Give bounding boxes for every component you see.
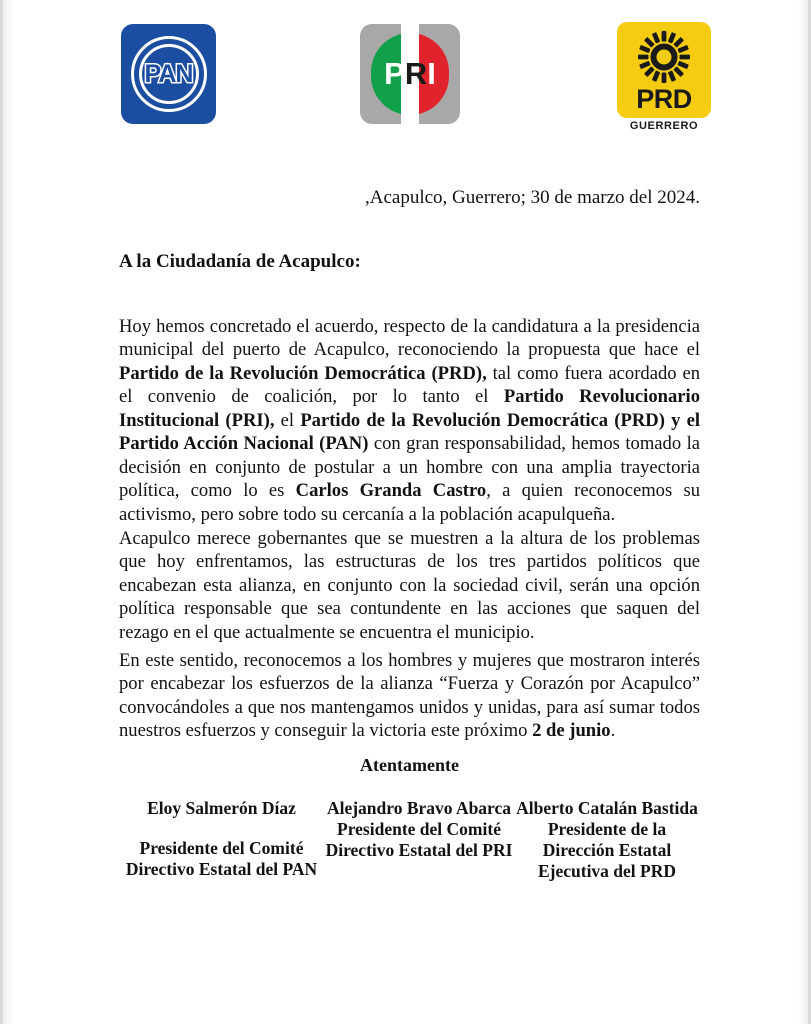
pri-party-logo-icon	[360, 24, 460, 124]
signature-name: Alejandro Bravo Abarca	[326, 798, 512, 818]
p3-seg-2: .	[610, 720, 616, 742]
paragraph-3	[119, 649, 700, 743]
pri-logo-text	[360, 56, 460, 91]
signature-role: Presidente del Comité Directivo Estatal del PAN	[125, 838, 318, 879]
signature-role: Presidente de la Dirección Estatal Ejecutiva del PRD	[537, 819, 677, 881]
p1-bold-prd: Partido de la Revolución Democrática (PRD),	[119, 362, 487, 384]
logo-prd	[611, 22, 717, 132]
p3-seg-1: En este sentido, reconocemos a los hombres y mujeres que mostraron interés por encabezar los esfuerzos de la alianza “Fuerza y Corazón por Acapulco” convocándoles a que nos mantengamos unidos y unidas, para así sumar todos nuestros esfuerzos y conseguir la victoria este próximo	[119, 649, 700, 742]
pan-logo-text: PAN	[144, 60, 193, 88]
p1-seg-5: , a quien reconocemos su activismo, pero sobre todo su cercanía a la población acapulqueña.	[119, 480, 700, 525]
signature-prd	[514, 798, 700, 882]
paragraph-1	[119, 315, 700, 527]
p1-bold-pri: Partido Revolucionario Institucional (PRI),	[119, 386, 700, 431]
signature-name: Alberto Catalán Bastida	[516, 798, 698, 818]
p1-seg-4: con gran responsabilidad, hemos tomado la decisión en conjunto de postular a un hombre con una amplia trayectoria política, como lo es	[119, 433, 700, 502]
logo-pan	[116, 22, 221, 124]
p1-seg-1: Hoy hemos concretado el acuerdo, respecto de la candidatura a la presidencia municipal del puerto de Acapulco, reconociendo la propuesta que hace el	[119, 315, 700, 361]
salutation: A la Ciudadanía de Acapulco:	[119, 251, 361, 272]
p1-bold-prd-pan: Partido de la Revolución Democrática (PRD) y el Partido Acción Nacional (PAN)	[119, 409, 700, 455]
date-line: ,Acapulco, Guerrero; 30 de marzo del 2024.	[364, 187, 700, 208]
sun-icon	[638, 31, 690, 83]
p1-bold-candidate: Carlos Granda Castro	[295, 480, 487, 502]
party-logos-header	[3, 22, 811, 137]
signature-block	[119, 798, 700, 882]
prd-party-logo-icon	[617, 22, 711, 118]
signature-pri	[324, 798, 514, 861]
prd-logo-caption: GUERRERO	[629, 120, 699, 132]
pri-letter-p: P	[384, 56, 405, 91]
prd-logo-text: PRD	[636, 84, 692, 114]
signature-role: Presidente del Comité Directivo Estatal del PRI	[325, 819, 513, 860]
signature-pan	[119, 798, 324, 880]
pri-letter-r: R	[404, 56, 428, 91]
p1-seg-3: el	[274, 409, 301, 431]
logo-pri	[355, 22, 465, 124]
paragraph-2: Acapulco merece gobernantes que se muestren a la altura de los problemas que hoy enfrentamos, las estructuras de los tres partidos políticos que encabezan esta alianza, en conjunto con la sociedad civil, serán una opción política responsable que sea contundente en las acciones que saquen del rezago en el que actualmente se encuentra el municipio.	[119, 527, 700, 643]
p1-seg-2: tal como fuera acordado en el convenio de coalición, por lo tanto el	[119, 362, 701, 408]
signature-name: Eloy Salmerón Díaz	[147, 798, 296, 818]
pri-letter-i: I	[427, 56, 436, 91]
p3-bold-date: 2 de junio	[532, 720, 611, 742]
closing-line: Atentamente	[360, 755, 459, 775]
pan-party-logo-icon	[121, 24, 216, 124]
